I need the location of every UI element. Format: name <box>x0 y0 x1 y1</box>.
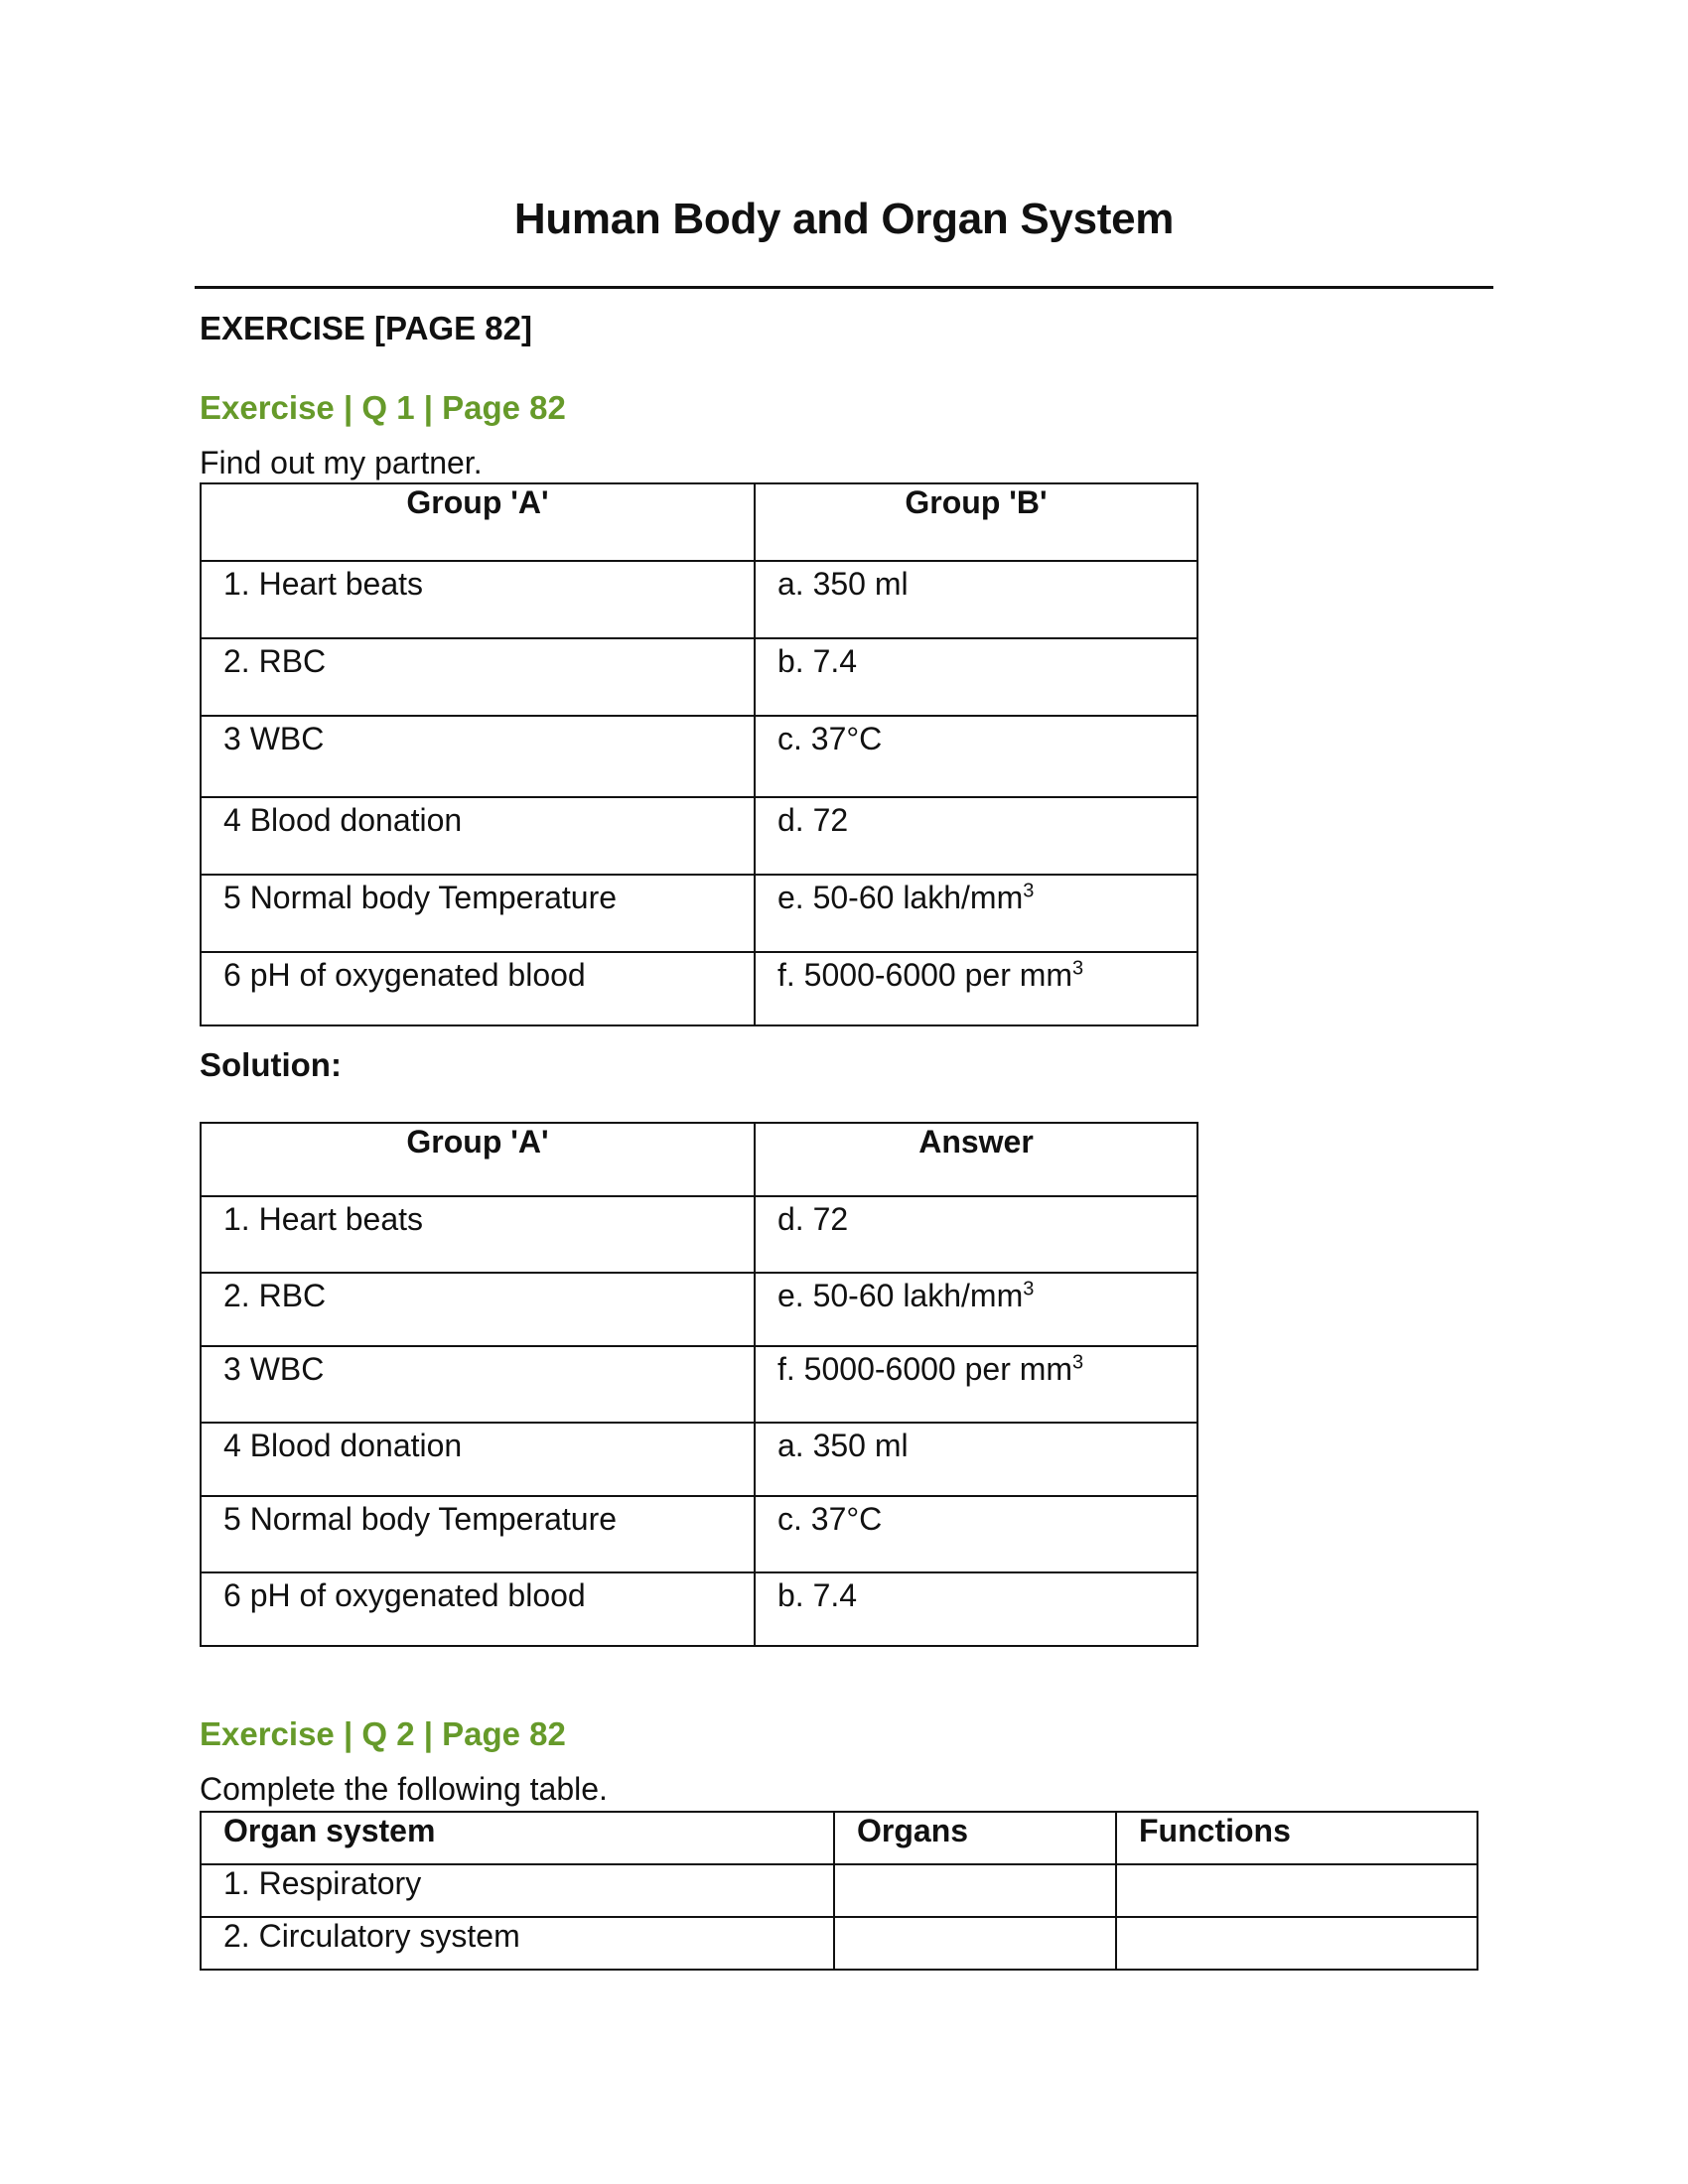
q1-question: Find out my partner. <box>200 445 483 480</box>
q1-solution-table <box>200 1122 1198 1647</box>
header-organ-system: Organ system <box>201 1812 834 1864</box>
header-group-b: Group 'B' <box>755 483 1197 561</box>
group-b-cell: a. 350 ml <box>755 561 1197 638</box>
table-row <box>201 1917 1477 1970</box>
group-b-text: e. 50-60 lakh/mm <box>777 880 1024 915</box>
header-organs: Organs <box>834 1812 1116 1864</box>
table-row <box>201 1346 1197 1423</box>
table-row <box>201 1496 1197 1572</box>
table-row <box>201 1864 1477 1917</box>
group-a-cell: 5 Normal body Temperature <box>201 875 755 952</box>
table-row <box>201 716 1197 797</box>
table-row <box>201 875 1197 952</box>
table-header-row <box>201 1123 1197 1196</box>
title-divider <box>195 286 1493 289</box>
group-a-cell: 3 WBC <box>201 716 755 797</box>
header-answer: Answer <box>755 1123 1197 1196</box>
table-row <box>201 638 1197 716</box>
group-a-cell: 6 pH of oxygenated blood <box>201 1572 755 1646</box>
group-a-cell: 4 Blood donation <box>201 1423 755 1496</box>
group-b-text: f. 5000-6000 per mm <box>777 957 1073 993</box>
superscript: 3 <box>1023 880 1035 902</box>
header-group-a: Group 'A' <box>201 483 755 561</box>
group-b-cell: c. 37°C <box>755 716 1197 797</box>
answer-cell <box>755 1346 1197 1423</box>
group-a-cell: 2. RBC <box>201 1273 755 1346</box>
group-b-cell: d. 72 <box>755 797 1197 875</box>
q2-heading[interactable]: Exercise | Q 2 | Page 82 <box>200 1715 566 1752</box>
table-header-row <box>201 1812 1477 1864</box>
organ-system-cell: 2. Circulatory system <box>201 1917 834 1970</box>
table-row <box>201 1572 1197 1646</box>
group-a-cell: 5 Normal body Temperature <box>201 1496 755 1572</box>
superscript: 3 <box>1023 1278 1035 1300</box>
superscript: 3 <box>1072 957 1084 980</box>
answer-cell <box>755 1273 1197 1346</box>
solution-label: Solution: <box>200 1046 342 1083</box>
table-row <box>201 952 1197 1025</box>
answer-text: e. 50-60 lakh/mm <box>777 1278 1024 1313</box>
page-title: Human Body and Organ System <box>513 195 1175 243</box>
answer-cell: d. 72 <box>755 1196 1197 1273</box>
answer-cell: c. 37°C <box>755 1496 1197 1572</box>
header-functions: Functions <box>1116 1812 1477 1864</box>
table-row <box>201 561 1197 638</box>
organ-system-cell: 1. Respiratory <box>201 1864 834 1917</box>
group-a-cell: 1. Heart beats <box>201 561 755 638</box>
group-b-cell <box>755 952 1197 1025</box>
organs-cell <box>834 1864 1116 1917</box>
group-a-cell: 4 Blood donation <box>201 797 755 875</box>
answer-text: f. 5000-6000 per mm <box>777 1351 1073 1387</box>
header-group-a: Group 'A' <box>201 1123 755 1196</box>
answer-cell: b. 7.4 <box>755 1572 1197 1646</box>
group-b-cell <box>755 875 1197 952</box>
functions-cell <box>1116 1917 1477 1970</box>
table-row <box>201 1423 1197 1496</box>
organs-cell <box>834 1917 1116 1970</box>
table-header-row <box>201 483 1197 561</box>
group-a-cell: 3 WBC <box>201 1346 755 1423</box>
q1-match-table <box>200 482 1198 1026</box>
superscript: 3 <box>1072 1351 1084 1374</box>
q2-question: Complete the following table. <box>200 1771 608 1807</box>
group-b-cell: b. 7.4 <box>755 638 1197 716</box>
group-a-cell: 1. Heart beats <box>201 1196 755 1273</box>
table-row <box>201 1196 1197 1273</box>
functions-cell <box>1116 1864 1477 1917</box>
group-a-cell: 2. RBC <box>201 638 755 716</box>
table-row <box>201 797 1197 875</box>
answer-cell: a. 350 ml <box>755 1423 1197 1496</box>
group-a-cell: 6 pH of oxygenated blood <box>201 952 755 1025</box>
q1-heading[interactable]: Exercise | Q 1 | Page 82 <box>200 389 566 426</box>
table-row <box>201 1273 1197 1346</box>
q2-organ-table <box>200 1811 1478 1971</box>
section-heading: EXERCISE [PAGE 82] <box>200 310 532 346</box>
